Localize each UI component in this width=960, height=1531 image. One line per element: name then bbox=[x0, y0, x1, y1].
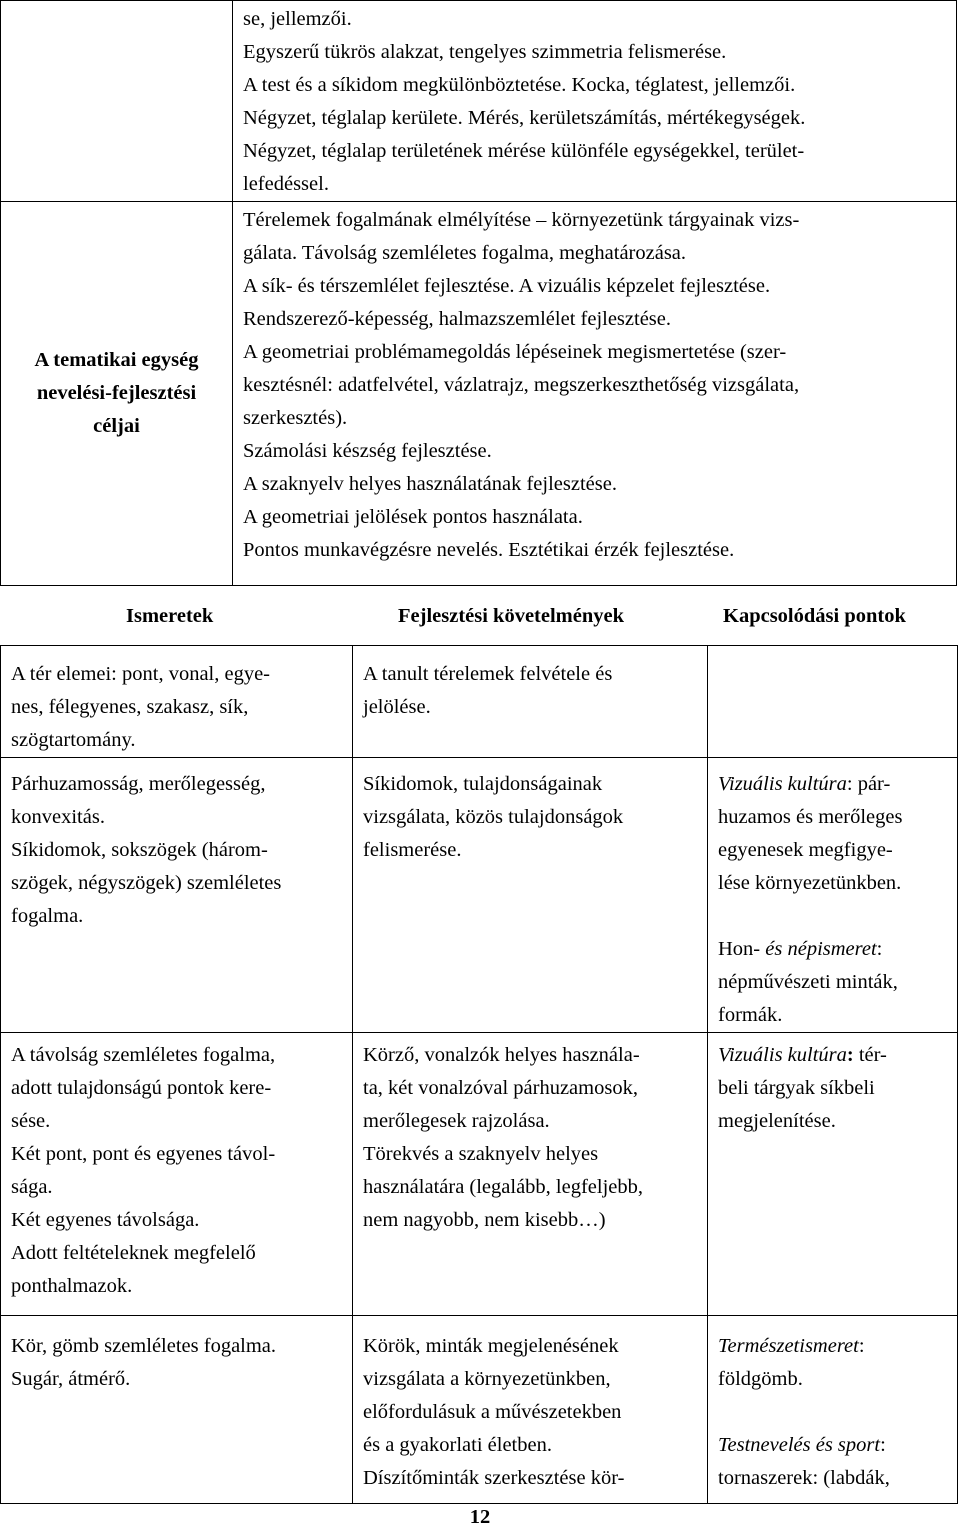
kapcsolodasi-cell bbox=[708, 758, 958, 1033]
goal-line: kesztésnél: adatfelvétel, vázlatrajz, megszerkeszthetőség vizsgálata, bbox=[243, 374, 800, 396]
text-line: Síkidomok, tulajdonságainak bbox=[363, 773, 603, 795]
text-line bbox=[718, 1429, 947, 1462]
text-line: szögtartomány. bbox=[11, 729, 136, 751]
ismeretek-cell bbox=[1, 1033, 353, 1316]
text-line: Díszítőminták szerkesztése kör- bbox=[363, 1467, 625, 1489]
text-line: előfordulásuk a művészetekben bbox=[363, 1401, 622, 1423]
text-fragment: : bbox=[880, 1434, 886, 1456]
text-line: huzamos és merőleges bbox=[718, 806, 903, 828]
kovetelmenyek-cell bbox=[353, 646, 708, 758]
text-line bbox=[718, 768, 947, 801]
text-line: nem nagyobb, nem kisebb…) bbox=[363, 1209, 606, 1231]
text-fragment: : bbox=[858, 1335, 865, 1357]
ismeretek-cell bbox=[1, 758, 353, 1033]
goals-row bbox=[1, 202, 957, 586]
text-line: megjelenítése. bbox=[718, 1110, 836, 1132]
text-line: adott tulajdonságú pontok kere- bbox=[11, 1077, 272, 1099]
text-line: A tér elemei: pont, vonal, egye- bbox=[11, 663, 271, 685]
kapcsolodasi-cell bbox=[708, 1316, 958, 1504]
text-fragment: : bbox=[876, 938, 883, 960]
prev-content-cell bbox=[233, 1, 957, 202]
text-fragment: : bbox=[846, 1044, 854, 1066]
text-line: vizsgálata, közös tulajdonságok bbox=[363, 806, 624, 828]
text-line: A távolság szemléletes fogalma, bbox=[11, 1044, 276, 1066]
text-line: jelölése. bbox=[363, 696, 431, 718]
text-line bbox=[718, 1330, 947, 1363]
kapcsolodasi-cell bbox=[708, 646, 958, 758]
goal-line: szerkesztés). bbox=[243, 407, 348, 429]
column-headers bbox=[0, 596, 960, 636]
text-line: népművészeti minták, bbox=[718, 971, 898, 993]
ismeretek-cell bbox=[1, 1316, 353, 1504]
text-line: ta, két vonalzóval párhuzamosok, bbox=[363, 1077, 638, 1099]
text-line: beli tárgyak síkbeli bbox=[718, 1077, 875, 1099]
text-line: nes, félegyenes, szakasz, sík, bbox=[11, 696, 249, 718]
text-line: egyenesek megfigye- bbox=[718, 839, 893, 861]
table-row bbox=[1, 1033, 958, 1316]
goal-line: Térelemek fogalmának elmélyítése – környezetünk tárgyainak vizs- bbox=[243, 209, 800, 231]
text-line: Négyzet, téglalap területének mérése különféle egységekkel, terület- bbox=[243, 140, 805, 162]
text-line: merőlegesek rajzolása. bbox=[363, 1110, 550, 1132]
kovetelmenyek-cell bbox=[353, 1033, 708, 1316]
page-number: 12 bbox=[469, 1506, 491, 1528]
goals-label-line: céljai bbox=[93, 415, 140, 437]
goal-line: A geometriai jelölések pontos használata. bbox=[243, 506, 583, 528]
text-line: szögek, négyszögek) szemléletes bbox=[11, 872, 282, 894]
text-line: Kör, gömb szemléletes fogalma. bbox=[11, 1335, 277, 1357]
subject-name: Vizuális kultúra bbox=[718, 1044, 847, 1066]
text-line: lése környezetünkben. bbox=[718, 872, 902, 894]
text-line: Sugár, átmérő. bbox=[11, 1368, 131, 1390]
text-line: Két pont, pont és egyenes távol- bbox=[11, 1143, 276, 1165]
text-line: sága. bbox=[11, 1176, 53, 1198]
text-line: Síkidomok, sokszögek (három- bbox=[11, 839, 268, 861]
text-line: konvexitás. bbox=[11, 806, 105, 828]
text-line: Adott feltételeknek megfelelő bbox=[11, 1242, 256, 1264]
text-line: Két egyenes távolsága. bbox=[11, 1209, 200, 1231]
prev-label-cell bbox=[1, 1, 233, 202]
text-fragment: : pár- bbox=[846, 773, 891, 795]
subject-name: Testnevelés és sport bbox=[718, 1434, 881, 1456]
text-fragment: tér- bbox=[853, 1044, 887, 1066]
header-ismeretek: Ismeretek bbox=[126, 605, 214, 627]
table-row bbox=[1, 1316, 958, 1504]
text-line: Egyszerű tükrös alakzat, tengelyes szimmetria felismerése. bbox=[243, 41, 727, 63]
text-line bbox=[718, 1039, 947, 1072]
text-line: fogalma. bbox=[11, 905, 84, 927]
subject-name: és népismeret bbox=[765, 938, 877, 960]
content-table bbox=[0, 645, 958, 1504]
text-line: felismerése. bbox=[363, 839, 462, 861]
kovetelmenyek-cell bbox=[353, 758, 708, 1033]
subject-name: Vizuális kultúra bbox=[718, 773, 847, 795]
goals-content-cell bbox=[233, 202, 957, 586]
goal-line: gálata. Távolság szemléletes fogalma, meghatározása. bbox=[243, 242, 687, 264]
kovetelmenyek-cell bbox=[353, 1316, 708, 1504]
text-line: Körző, vonalzók helyes használa- bbox=[363, 1044, 640, 1066]
goals-label-cell bbox=[1, 202, 233, 586]
text-line: A test és a síkidom megkülönböztetése. Kocka, téglatest, jellemzői. bbox=[243, 74, 796, 96]
text-line: és a gyakorlati életben. bbox=[363, 1434, 552, 1456]
table-row bbox=[1, 758, 958, 1033]
goals-label-line: nevelési-fejlesztési bbox=[36, 382, 197, 404]
text-line: sése. bbox=[11, 1110, 51, 1132]
header-fejlesztesi-kovetelmenyek: Fejlesztési követelmények bbox=[398, 605, 624, 627]
ismeretek-cell bbox=[1, 646, 353, 758]
text-line: használatára (legalább, legfeljebb, bbox=[363, 1176, 644, 1198]
text-line: Négyzet, téglalap kerülete. Mérés, kerületszámítás, mértékegységek. bbox=[243, 107, 806, 129]
text-line: Körök, minták megjelenésének bbox=[363, 1335, 619, 1357]
prev-row bbox=[1, 1, 957, 202]
subject-name: Természetismeret bbox=[718, 1335, 859, 1357]
kapcsolodasi-cell bbox=[708, 1033, 958, 1316]
header-kapcsolodasi-pontok: Kapcsolódási pontok bbox=[723, 605, 906, 627]
text-fragment: Hon- bbox=[718, 938, 766, 960]
text-line: tornaszerek: (labdák, bbox=[718, 1467, 890, 1489]
goals-label-line: A tematikai egység bbox=[34, 349, 199, 371]
goal-line: A geometriai problémamegoldás lépéseinek megismertetése (szer- bbox=[243, 341, 787, 363]
table-row bbox=[1, 646, 958, 758]
goal-line: Pontos munkavégzésre nevelés. Esztétikai érzék fejlesztése. bbox=[243, 539, 735, 561]
text-line: A tanult térelemek felvétele és bbox=[363, 663, 613, 685]
text-line: vizsgálata a környezetünkben, bbox=[363, 1368, 611, 1390]
text-line: formák. bbox=[718, 1004, 783, 1026]
text-line: Párhuzamosság, merőlegesség, bbox=[11, 773, 266, 795]
goal-line: A sík- és térszemlélet fejlesztése. A vizuális képzelet fejlesztése. bbox=[243, 275, 771, 297]
goal-line: Számolási készség fejlesztése. bbox=[243, 440, 492, 462]
goal-line: Rendszerező-képesség, halmazszemlélet fejlesztése. bbox=[243, 308, 672, 330]
text-line: földgömb. bbox=[718, 1368, 803, 1390]
text-line: ponthalmazok. bbox=[11, 1275, 133, 1297]
text-line bbox=[718, 933, 947, 966]
goals-table bbox=[0, 0, 957, 586]
text-line: se, jellemzői. bbox=[243, 8, 352, 30]
goal-line: A szaknyelv helyes használatának fejlesztése. bbox=[243, 473, 617, 495]
text-line: Törekvés a szaknyelv helyes bbox=[363, 1143, 599, 1165]
text-line: lefedéssel. bbox=[243, 173, 329, 195]
